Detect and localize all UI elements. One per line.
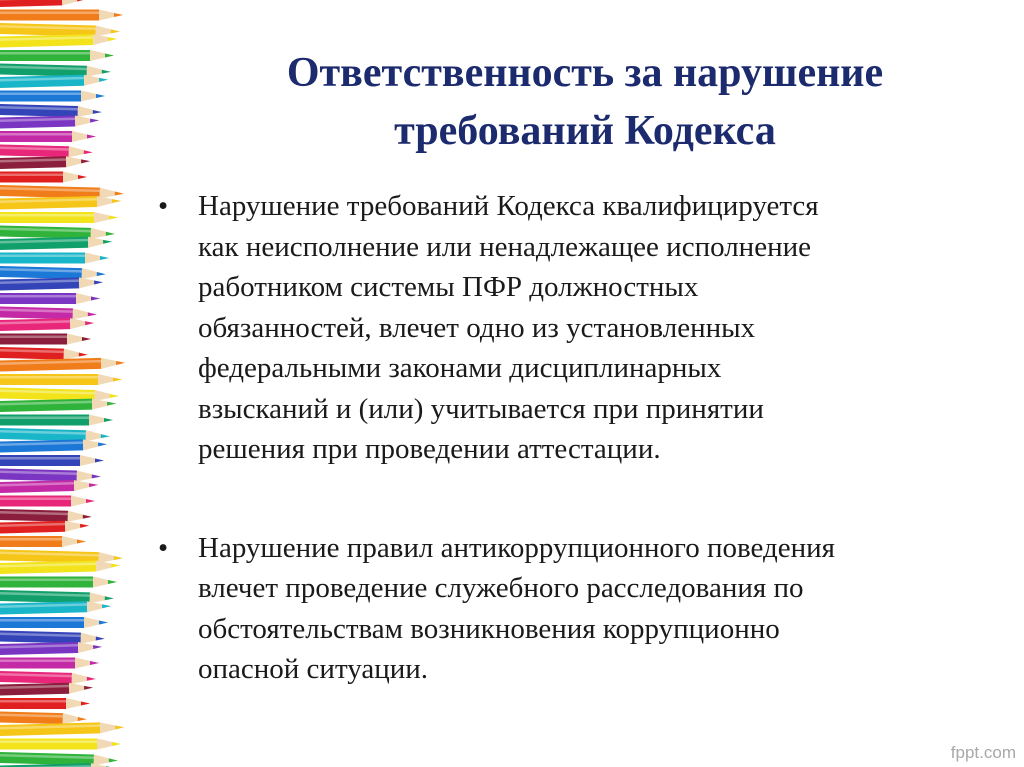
pencil [0, 131, 96, 142]
pencil [0, 318, 94, 332]
pencil [0, 225, 115, 239]
slide-title-line: Ответственность за нарушение [286, 50, 884, 96]
bullet-text-line: Нарушение требований Кодекса квалифицируется [198, 190, 819, 222]
pencil [0, 33, 117, 47]
pencil [0, 630, 105, 644]
bullet-text-line: как неисполнение или ненадлежащее исполнение [198, 230, 811, 263]
pencil [0, 439, 107, 453]
pencil [0, 560, 120, 574]
pencil [0, 509, 92, 523]
pencil [0, 50, 114, 61]
pencil [0, 520, 89, 534]
pencil [0, 277, 103, 291]
pencil [0, 739, 121, 750]
pencil [0, 172, 87, 183]
pencil [0, 253, 109, 264]
pencil [0, 357, 125, 372]
pencil [0, 577, 117, 588]
bullet-list [150, 186, 970, 690]
pencil [0, 590, 114, 604]
pencil [0, 455, 104, 466]
watermark-text: fppt.com [950, 743, 1016, 762]
pencil [0, 658, 99, 669]
pencil [0, 212, 118, 223]
bullet-text-line: федеральными законами дисциплинарных [198, 352, 722, 384]
bullet-text-line: влечет проведение служебного расследования по [198, 572, 804, 604]
pencil [0, 0, 86, 7]
pencil [0, 293, 100, 304]
pencil [0, 347, 88, 361]
bullet-item [150, 528, 970, 690]
slide-title [170, 44, 1000, 160]
pencil [0, 468, 101, 482]
pencil [0, 671, 96, 685]
pencil [0, 115, 99, 129]
bullet-text-line: обязанностей, влечет одно из установленных [198, 311, 756, 344]
pencil [0, 236, 112, 250]
pencil [0, 682, 93, 696]
bullet-icon: • [158, 531, 169, 564]
pencil [0, 698, 90, 709]
bullet-text-line: опасной ситуации. [198, 653, 429, 685]
bullet-text-line: решения при проведении аттестации. [198, 433, 661, 465]
bullet-text-line: обстоятельствам возникновения коррупционно [198, 612, 780, 645]
pencil [0, 10, 123, 21]
pencil [0, 617, 108, 628]
bullet-item [150, 186, 970, 470]
pencil [0, 306, 97, 320]
pencil [0, 195, 121, 209]
pencil [0, 428, 110, 442]
pencil [0, 722, 124, 737]
pencil [0, 266, 106, 280]
pencil [0, 144, 93, 158]
pencil [0, 711, 87, 725]
pencil [0, 496, 95, 507]
pencil [0, 398, 116, 412]
pencil [0, 415, 113, 426]
bullet-text-line: Нарушение правил антикоррупционного поведения [198, 531, 835, 564]
colored-pencils-border [0, 0, 135, 767]
bullet-text-line: работником системы ПФР должностных [198, 271, 699, 303]
pencil [0, 479, 98, 493]
pencil [0, 74, 108, 88]
pencil [0, 156, 90, 170]
pencil [0, 641, 102, 655]
pencils-illustration [0, 0, 135, 767]
pencil [0, 536, 86, 547]
pencil [0, 91, 105, 102]
bullet-text-line: взысканий и (или) учитывается при принятии [198, 392, 764, 425]
pencil [0, 752, 118, 766]
slide-title-line: требований Кодекса [394, 108, 776, 154]
pencil [0, 601, 111, 615]
pencil [0, 63, 111, 77]
bullet-icon: • [158, 190, 169, 222]
pencil [0, 334, 91, 345]
pencil [0, 104, 102, 118]
pencil [0, 374, 122, 385]
